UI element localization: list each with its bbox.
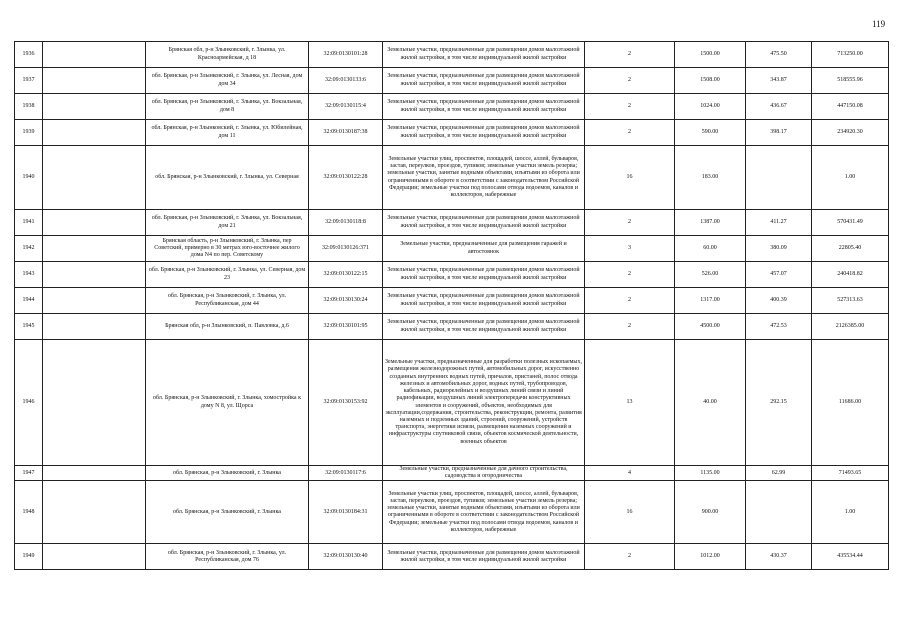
- land-use-cell: Земельные участки, предназначенные для размещения домов малоэтажной жилой застройки, в том числе индивидуальной жилой застройки: [383, 68, 585, 94]
- table-row: [15, 146, 889, 210]
- cadastral-value-cell: 2126385.00: [812, 314, 889, 340]
- cadastral-value-cell: 240418.82: [812, 262, 889, 288]
- land-use-cell: Земельные участки улиц, проспектов, площадей, шоссе, аллей, бульваров, застав, переулков, проездов, тупиков; земельные участки земель резерва; земельные участки, занятые водными объектами, изъятыми из оборота или ограниченными в обороте в соответствии с законодательством Российской Федерации; земельные участки под полосами отвода водоемов, каналов и коллекторов, набережные: [383, 146, 585, 210]
- cadastral-value-cell: 11686.00: [812, 340, 889, 466]
- area-cell: 1317.00: [675, 288, 746, 314]
- table-row: [15, 210, 889, 236]
- area-cell: 590.00: [675, 120, 746, 146]
- blank-cell: [43, 68, 146, 94]
- address-cell: обл. Брянская, р-н Злынковский, г. Злынка, ул. Вокзальная, дом 21: [146, 210, 309, 236]
- group-cell: 2: [585, 314, 675, 340]
- address-cell: обл. Брянская, р-н Злынковский, г. Злынка, ул. Республиканская, дом 76: [146, 544, 309, 570]
- row-number: 1942: [15, 236, 43, 262]
- cadastral-number-cell: 32:09:0130130:24: [309, 288, 383, 314]
- area-cell: 526.00: [675, 262, 746, 288]
- blank-cell: [43, 288, 146, 314]
- row-number: 1946: [15, 340, 43, 466]
- land-use-cell: Земельные участки, предназначенные для размещения домов малоэтажной жилой застройки, в том числе индивидуальной жилой застройки: [383, 314, 585, 340]
- address-cell: обл. Брянская, р-н Злынковский, г. Злынка, ул. Лесная, дом дом 34: [146, 68, 309, 94]
- table-row: [15, 42, 889, 68]
- address-cell: обл. Брянская, р-н Злынковский, г. Злынка: [146, 481, 309, 544]
- row-number: 1940: [15, 146, 43, 210]
- cadastral-number-cell: 32:09:0130115:4: [309, 94, 383, 120]
- address-cell: Брянская область, р-н Злынковский, г. Злынка, пер Советский, примерно в 30 метрах юго-восточнее жилого дома N4 по пер. Советскому: [146, 236, 309, 262]
- rate-cell: 472.53: [746, 314, 812, 340]
- row-number: 1948: [15, 481, 43, 544]
- row-number: 1941: [15, 210, 43, 236]
- address-cell: обл. Брянская, р-н Злынковский, г. Злынка, ул. Северная, дом 23: [146, 262, 309, 288]
- row-number: 1943: [15, 262, 43, 288]
- rate-cell: 436.67: [746, 94, 812, 120]
- rate-cell: 411.27: [746, 210, 812, 236]
- table-row: [15, 288, 889, 314]
- cadastral-number-cell: 32:09:0130153:92: [309, 340, 383, 466]
- rate-cell: 62.99: [746, 466, 812, 481]
- row-number: 1944: [15, 288, 43, 314]
- area-cell: 1508.00: [675, 68, 746, 94]
- table-row: [15, 120, 889, 146]
- rate-cell: 380.09: [746, 236, 812, 262]
- table-row: [15, 544, 889, 570]
- rate-cell: 430.37: [746, 544, 812, 570]
- cadastral-value-cell: 447150.08: [812, 94, 889, 120]
- group-cell: 2: [585, 210, 675, 236]
- table-row: [15, 68, 889, 94]
- rate-cell: 292.15: [746, 340, 812, 466]
- blank-cell: [43, 210, 146, 236]
- cadastral-value-cell: 1.00: [812, 481, 889, 544]
- cadastral-value-cell: 234920.30: [812, 120, 889, 146]
- group-cell: 16: [585, 481, 675, 544]
- cadastral-number-cell: 32:09:0130117:6: [309, 466, 383, 481]
- row-number: 1945: [15, 314, 43, 340]
- blank-cell: [43, 340, 146, 466]
- rate-cell: 400.39: [746, 288, 812, 314]
- blank-cell: [43, 42, 146, 68]
- page-number: 119: [872, 19, 886, 29]
- land-use-cell: Земельные участки, предназначенные для размещения домов малоэтажной жилой застройки, в том числе индивидуальной жилой застройки: [383, 42, 585, 68]
- blank-cell: [43, 314, 146, 340]
- land-use-cell: Земельные участки, предназначенные для размещения домов малоэтажной жилой застройки, в том числе индивидуальной жилой застройки: [383, 262, 585, 288]
- land-use-cell: Земельные участки, предназначенные для размещения домов малоэтажной жилой застройки, в том числе индивидуальной жилой застройки: [383, 210, 585, 236]
- land-use-cell: Земельные участки, предназначенные для размещения домов малоэтажной жилой застройки, в том числе индивидуальной жилой застройки: [383, 94, 585, 120]
- land-use-cell: Земельные участки, предназначенные для размещения гаражей и автостоянок: [383, 236, 585, 262]
- table-row: [15, 314, 889, 340]
- table-row: [15, 94, 889, 120]
- row-number: 1936: [15, 42, 43, 68]
- rate-cell: [746, 146, 812, 210]
- address-cell: обл. Брянская, р-н Злынковский, г. Злынка, ул. Вокзальная, дом 8: [146, 94, 309, 120]
- blank-cell: [43, 466, 146, 481]
- address-cell: Брянская обл, р-н Злынковский, г. Злынка, ул. Красноармейская, д 18: [146, 42, 309, 68]
- land-use-cell: Земельные участки, предназначенные для размещения домов малоэтажной жилой застройки, в том числе индивидуальной жилой застройки: [383, 120, 585, 146]
- blank-cell: [43, 262, 146, 288]
- table-row: [15, 466, 889, 481]
- cadastral-value-cell: 1.00: [812, 146, 889, 210]
- cadastral-number-cell: 32:09:0130184:31: [309, 481, 383, 544]
- area-cell: 1024.00: [675, 94, 746, 120]
- cadastral-number-cell: 32:09:0130122:28: [309, 146, 383, 210]
- rate-cell: 398.17: [746, 120, 812, 146]
- blank-cell: [43, 236, 146, 262]
- address-cell: обл. Брянская, р-н Злынковский, г. Злынка, ул. Северная: [146, 146, 309, 210]
- group-cell: 2: [585, 544, 675, 570]
- rate-cell: 475.50: [746, 42, 812, 68]
- cadastral-number-cell: 32:09:0130126:371: [309, 236, 383, 262]
- address-cell: обл. Брянская, р-н Злынковский, г. Злынка, ул. Юбилейная, дом 11: [146, 120, 309, 146]
- group-cell: 2: [585, 288, 675, 314]
- cadastral-value-cell: 570431.49: [812, 210, 889, 236]
- rate-cell: [746, 481, 812, 544]
- blank-cell: [43, 481, 146, 544]
- address-cell: Брянская обл, р-н Злынковский, п. Павловка, д.6: [146, 314, 309, 340]
- group-cell: 2: [585, 262, 675, 288]
- table-row: [15, 340, 889, 466]
- table-row: [15, 262, 889, 288]
- group-cell: 2: [585, 42, 675, 68]
- land-use-cell: Земельные участки, предназначенные для размещения домов малоэтажной жилой застройки, в том числе индивидуальной жилой застройки: [383, 288, 585, 314]
- cadastral-value-cell: 71493.65: [812, 466, 889, 481]
- cadastral-value-cell: 518555.96: [812, 68, 889, 94]
- area-cell: 1135.00: [675, 466, 746, 481]
- address-cell: обл. Брянская, р-н Злынковский, г. Злынка, хомостройка к дому N 8, ул. Щорса: [146, 340, 309, 466]
- table-row: [15, 236, 889, 262]
- blank-cell: [43, 146, 146, 210]
- group-cell: 4: [585, 466, 675, 481]
- group-cell: 13: [585, 340, 675, 466]
- land-use-cell: Земельные участки, предназначенные для размещения домов малоэтажной жилой застройки, в том числе индивидуальной жилой застройки: [383, 544, 585, 570]
- area-cell: 900.00: [675, 481, 746, 544]
- blank-cell: [43, 94, 146, 120]
- row-number: 1937: [15, 68, 43, 94]
- land-use-cell: Земельные участки, предназначенные для дачного строительства, садоводства и огородничества: [383, 466, 585, 481]
- area-cell: 60.00: [675, 236, 746, 262]
- row-number: 1939: [15, 120, 43, 146]
- area-cell: 183.00: [675, 146, 746, 210]
- land-use-cell: Земельные участки, предназначенные для разработки полезных ископаемых, размещения железнодорожных путей, автомобильных дорог, искусственно созданных внутренних водных путей, причалов, пристаней, полос отвода железных и автомобильных дорог, водных путей, трубопроводов, кабельных, радиорелейных и воздушных линий связи и линий радиофикации, воздушных линий электропередачи конструктивных элементов и сооружений, объектов, необходимых для эксплуатации,содержания, строительства, реконструкции, ремонта, развития наземных и подземных зданий, строений, сооружений, устройств транспорта, энергетики исвязи, размещения наземных сооружений и инфраструктуры спутниковой связи, объектов космической деятельности, военных объектов: [383, 340, 585, 466]
- blank-cell: [43, 544, 146, 570]
- row-number: 1947: [15, 466, 43, 481]
- cadastral-value-cell: 713250.00: [812, 42, 889, 68]
- cadastral-value-cell: 435534.44: [812, 544, 889, 570]
- cadastral-number-cell: 32:09:0130187:38: [309, 120, 383, 146]
- group-cell: 2: [585, 120, 675, 146]
- rate-cell: 343.87: [746, 68, 812, 94]
- cadastral-number-cell: 32:09:0130133:6: [309, 68, 383, 94]
- area-cell: 1387.00: [675, 210, 746, 236]
- cadastral-number-cell: 32:09:0130101:95: [309, 314, 383, 340]
- land-registry-table: [14, 41, 889, 570]
- address-cell: обл. Брянская, р-н Злынковский, г. Злынка, ул. Республиканская, дом 44: [146, 288, 309, 314]
- group-cell: 2: [585, 94, 675, 120]
- group-cell: 2: [585, 68, 675, 94]
- cadastral-number-cell: 32:09:0130130:40: [309, 544, 383, 570]
- group-cell: 16: [585, 146, 675, 210]
- area-cell: 1500.00: [675, 42, 746, 68]
- land-use-cell: Земельные участки улиц, проспектов, площадей, шоссе, аллей, бульваров, застав, переулков, проездов, тупиков; земельные участки земель резерва; земельные участки, занятые водными объектами, изъятыми из оборота или ограниченными в обороте в соответствии с законодательством Российской Федерации; земельные участки под полосами отвода водоемов, каналов и коллекторов, набережные: [383, 481, 585, 544]
- group-cell: 3: [585, 236, 675, 262]
- area-cell: 4500.00: [675, 314, 746, 340]
- cadastral-value-cell: 527313.63: [812, 288, 889, 314]
- table-row: [15, 481, 889, 544]
- row-number: 1949: [15, 544, 43, 570]
- blank-cell: [43, 120, 146, 146]
- rate-cell: 457.07: [746, 262, 812, 288]
- address-cell: обл. Брянская, р-н Злынковский, г. Злынка: [146, 466, 309, 481]
- cadastral-number-cell: 32:09:0130101:28: [309, 42, 383, 68]
- cadastral-number-cell: 32:09:0130118:8: [309, 210, 383, 236]
- area-cell: 1012.00: [675, 544, 746, 570]
- row-number: 1938: [15, 94, 43, 120]
- cadastral-value-cell: 22805.40: [812, 236, 889, 262]
- area-cell: 40.00: [675, 340, 746, 466]
- cadastral-number-cell: 32:09:0130122:15: [309, 262, 383, 288]
